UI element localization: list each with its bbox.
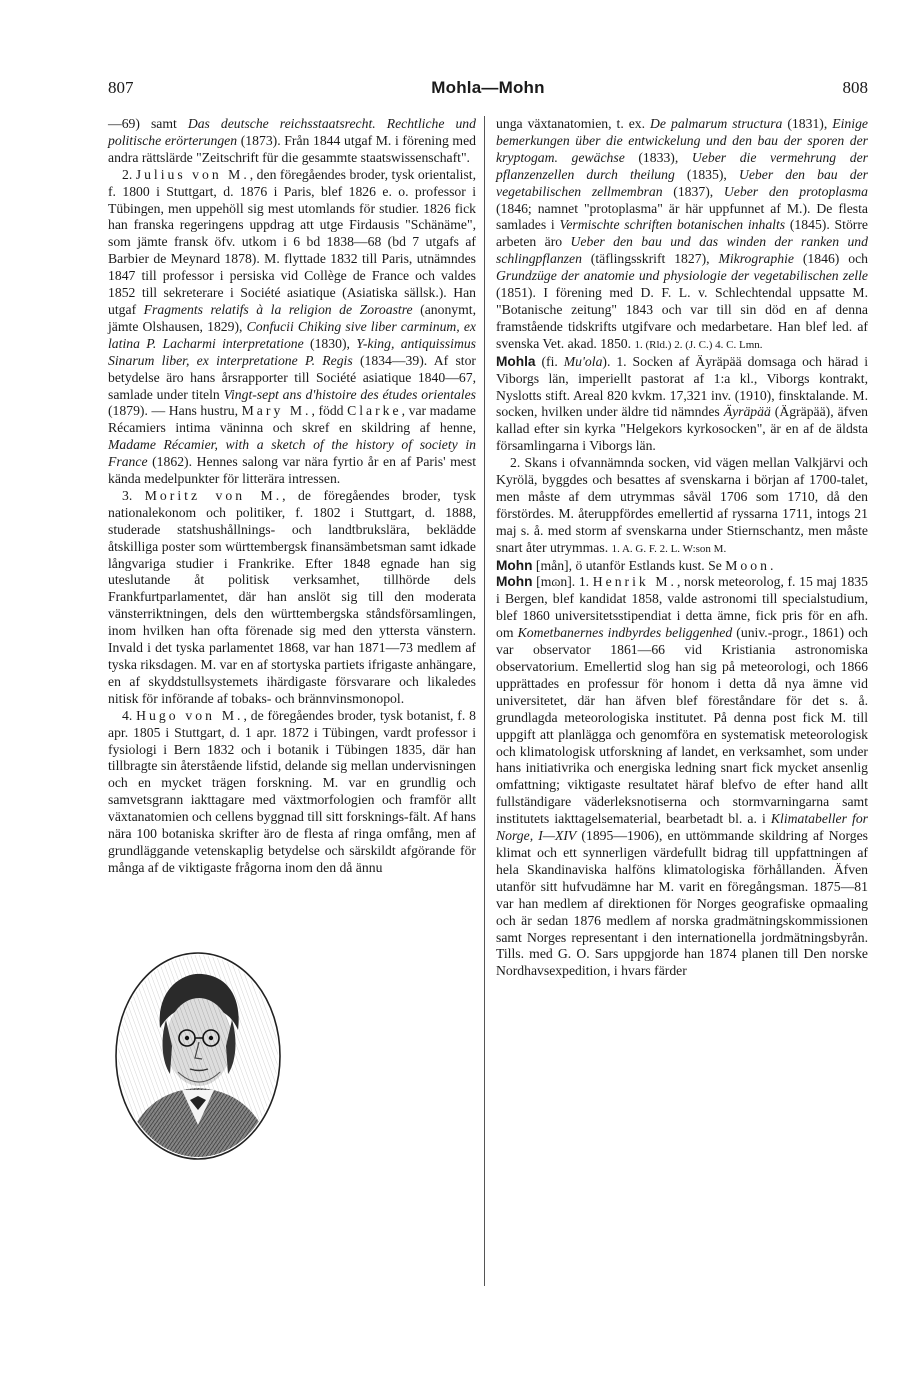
entry-mohla-2: 2. Skans i ofvannämnda socken, vid vägen mellan Valkjärvi och Kyrölä, byggdes och besattes af svenskarna i början af 1700-talet, men måste af dem utrymmas såväl 1706 som 1710, då den förstördes. M. återuppfördes emellertid af ryssarna 1711, intogs 21 maj s. å. med storm af svenskarna under Stiernschantz, men måste snart åter utrymmas. 1. A. G. F. 2. L. W:son M. [496,455,868,555]
entry-mohla: Mohla (fi. Mu'ola). 1. Socken af Äyräpää domsaga och härad i Viborgs län, imperiellt pastorat af 1:a kl., Viborgs kontrakt, Nyslotts stift. Areal 820 kvkm. 17,321 inv. (1910), finsktalande. M. socken, hvilken under äldre tid nämndes Äyräpää (Ägräpää), äfven kallad efter sin kyrka "Helgekors kyrkosocken", är en af de äldsta församlingarna i Viborgs län. [496,353,868,454]
entry-paragraph: —69) samt Das deutsche reichsstaatsrecht. Rechtliche und politische erörterungen (1873). Från 1844 utgaf M. i förening med andra rättslärde "Zeitschrift für die gesammte staatswissenschaft". [108,116,476,165]
column-divider [484,116,485,1286]
left-column [108,116,476,877]
headword: Mohla [496,353,536,369]
page-number-right: 808 [842,78,868,97]
author-signature: 1. A. G. F. 2. L. W:son M. [611,542,727,555]
entry-mohn-family: Mohn [mɷn]. 1. Henrik M., norsk meteorolog, f. 15 maj 1835 i Bergen, blef kandidat 1858, valde astronomi till specialstudium, blef 1860 universitetsstipendiat i detta ämne, fick pris för en afh. om Kometbanernes indbyrdes beliggenhed (univ.-progr., 1861) och var observator 1861—66 vid Kristiania astronomiska observatorium. Emellertid slog han sig på meteorologi, och 1866 upprättades en professur för honom i detta då nya ämne vid universitetet, där han äfven blef föreståndare för det s. å. grundlagda meteorologiska institutet. På denna post fick M. till uppgift att planlägga och genomföra en systematisk meteorologisk och klimatologisk utforskning af landet, en verksamhet, som under hans initiativrika och energiska ledning snart fick mycket ansenlig omfattning; viktigaste resultatet häraf blefvo de efter hand allt fullständigare väderleksnotiserna och stormvarningarna samt institutets iakttagelsematerial, bearbetadt bl. a. i Klimatabeller for Norge, I—XIV (1895—1906), en uttömmande skildring af Norges klimat och ett synnerligen värdefullt bidrag till uppfattningen af hela Skandinaviska halföns klimatologiska förhållanden. Äfven utanför sitt hufvudämne har M. varit en föregångsman. 1875—81 var han medlem af direktionen för Norges geografiske opmaaling och är sedan 1876 medlem af norska gradmätningskommissionen samt Norges representant i den internationella jordmätningsbyrån. Tills. med G. O. Sars uppgjorde han 1874 planen till Den norske Nordhavsexpedition, i hvars färder [496,574,869,979]
page-header [108,78,868,102]
entry-mohn-island: Mohn [mån], ö utanför Estlands kust. Se Moon. [496,557,774,573]
entry-hugo-continued: unga växtanatomien, t. ex. De palmarum structura (1831), Einige bemerkungen über die entwickelung und den bau der sporen der kryptogam. gewächse (1833), Ueber die vermehrung der pflanzenzellen durch theilung (1835), Ueber den bau der vegetabilischen zellmembran (1837), Ueber den protoplasma (1846; namnet "protoplasma" är här uppfunnet af M.). De flesta samlades i Vermischte schriften botanischen inhalts (1845). Större arbeten äro Ueber den bau und das winden der ranken und schlingpflanzen (täflingsskrift 1827), Mikrographie (1846) och Grundzüge der anatomie und physiologie der vegetabilischen zelle (1851). I förening med D. F. L. v. Schlechtendal uppsatte M. "Botanische zeitung" 1843 och var till sin död en af denna framstående tidskrifts utgifvare och medarbetare. Han blef led. af svenska Vet. akad. 1850. 1. (Rld.) 2. (J. C.) 4. C. Lmn. [496,116,868,351]
headword: Mohn [496,574,533,590]
running-title: Mohla—Mohn [431,78,545,97]
entry-hugo: 4. Hugo von M., de föregåendes broder, tysk botanist, f. 8 apr. 1805 i Stuttgart, d. 1 apr. 1872 i Tübingen, vardt professor i fysiologi i Bern 1832 och i botanik i Tübingen 1835, där han tillbragte sin återstående lifstid, delande sig mellan undervisningen och en mycket trägen forskning. M. var en grundlig och samvetsgrann iakttagare med växtmorfologien och framför allt växtanatomien och cellens byggnad till sitt forsknings-fält. Af hans nära 100 botaniska skrifter äro de flesta af ringa omfång, men af grundläggande vetenskaplig betydelse och särskildt afgörande för många af de viktigaste frågorna inom den då ännu [108,707,476,875]
entry-moritz: 3. Moritz von M., de föregåendes broder, tysk nationalekonom och politiker, f. 1802 i Stuttgart, d. 1888, studerade statshushållnings- och landtbrukslära, beklädde åtskilliga poster som württembergsk finansämbetsman samt idkade långvariga studier i Frankrike. Efter 1848 egnade han sig uteslutande åt politisk verksamhet, tillhörde dels Frankfurtparlamentet, där han anslöt sig till den moderata vänsterriktningen, dels den württembergska ståndsförsamlingen, inom hvilken han ofta förenade sig med den yttersta vänstern. Invald i det tyska parlamentet 1868, var han 1871—73 medlem af tyska riksdagen. M. var en af stortyska partiets ifrigaste anhängare, en af skyddstullsystemets ihärdigaste försvarare och likaledes nitisk för införande af tobaks- och brännvinsmonopol. [108,487,476,706]
right-column [496,116,868,980]
portrait-hugo-von-mohl [112,950,284,1162]
page-number-left: 807 [108,78,134,97]
headword: Mohn [496,557,533,573]
entry-julius: 2. Julius von M., den föregåendes broder, tysk orientalist, f. 1800 i Stuttgart, d. 1876 i Paris, blef 1826 e. o. professor i Tübingen, men uppehöll sig mest utomlands för studier. 1826 fick han franska regeringens uppdrag att utge Firdausis "Schänäme", som jämte fransk öfv. utkom i 6 bd 1838—68 (bd 7 utgafs af Barbier de Meynard 1878). M. flyttade 1832 till Paris, utnämndes 1847 till professor i persiska vid Collège de France och valdes 1852 till sekreterare i Société asiatique (Asiatiska sällsk.). Han utgaf Fragments relatifs à la religion de Zoroastre (anonymt, jämte Olshausen, 1829), Confucii Chiking sive liber carminum, ex latina P. Lacharmi interpretatione (1830), Y-king, antiquissimus Sinarum liber, ex interpretatione P. Regis (1834—39). Af stor betydelse äro hans årsrapporter till Société asiatique 1840—67, samlade under titeln Vingt-sept ans d'histoire des études orientales (1879). — Hans hustru, Mary M., född Clarke, var madame Récamiers intima väninna och skref en skildring af henne, Madame Récamier, with a sketch of the history of society in France (1862). Hennes salong var nära fyrtio år en af Paris' mest kända medelpunkter för litterära intressen. [108,166,477,487]
portrait-engraving [112,950,284,1162]
author-signature: 1. (Rld.) 2. (J. C.) 4. C. Lmn. [634,338,763,351]
